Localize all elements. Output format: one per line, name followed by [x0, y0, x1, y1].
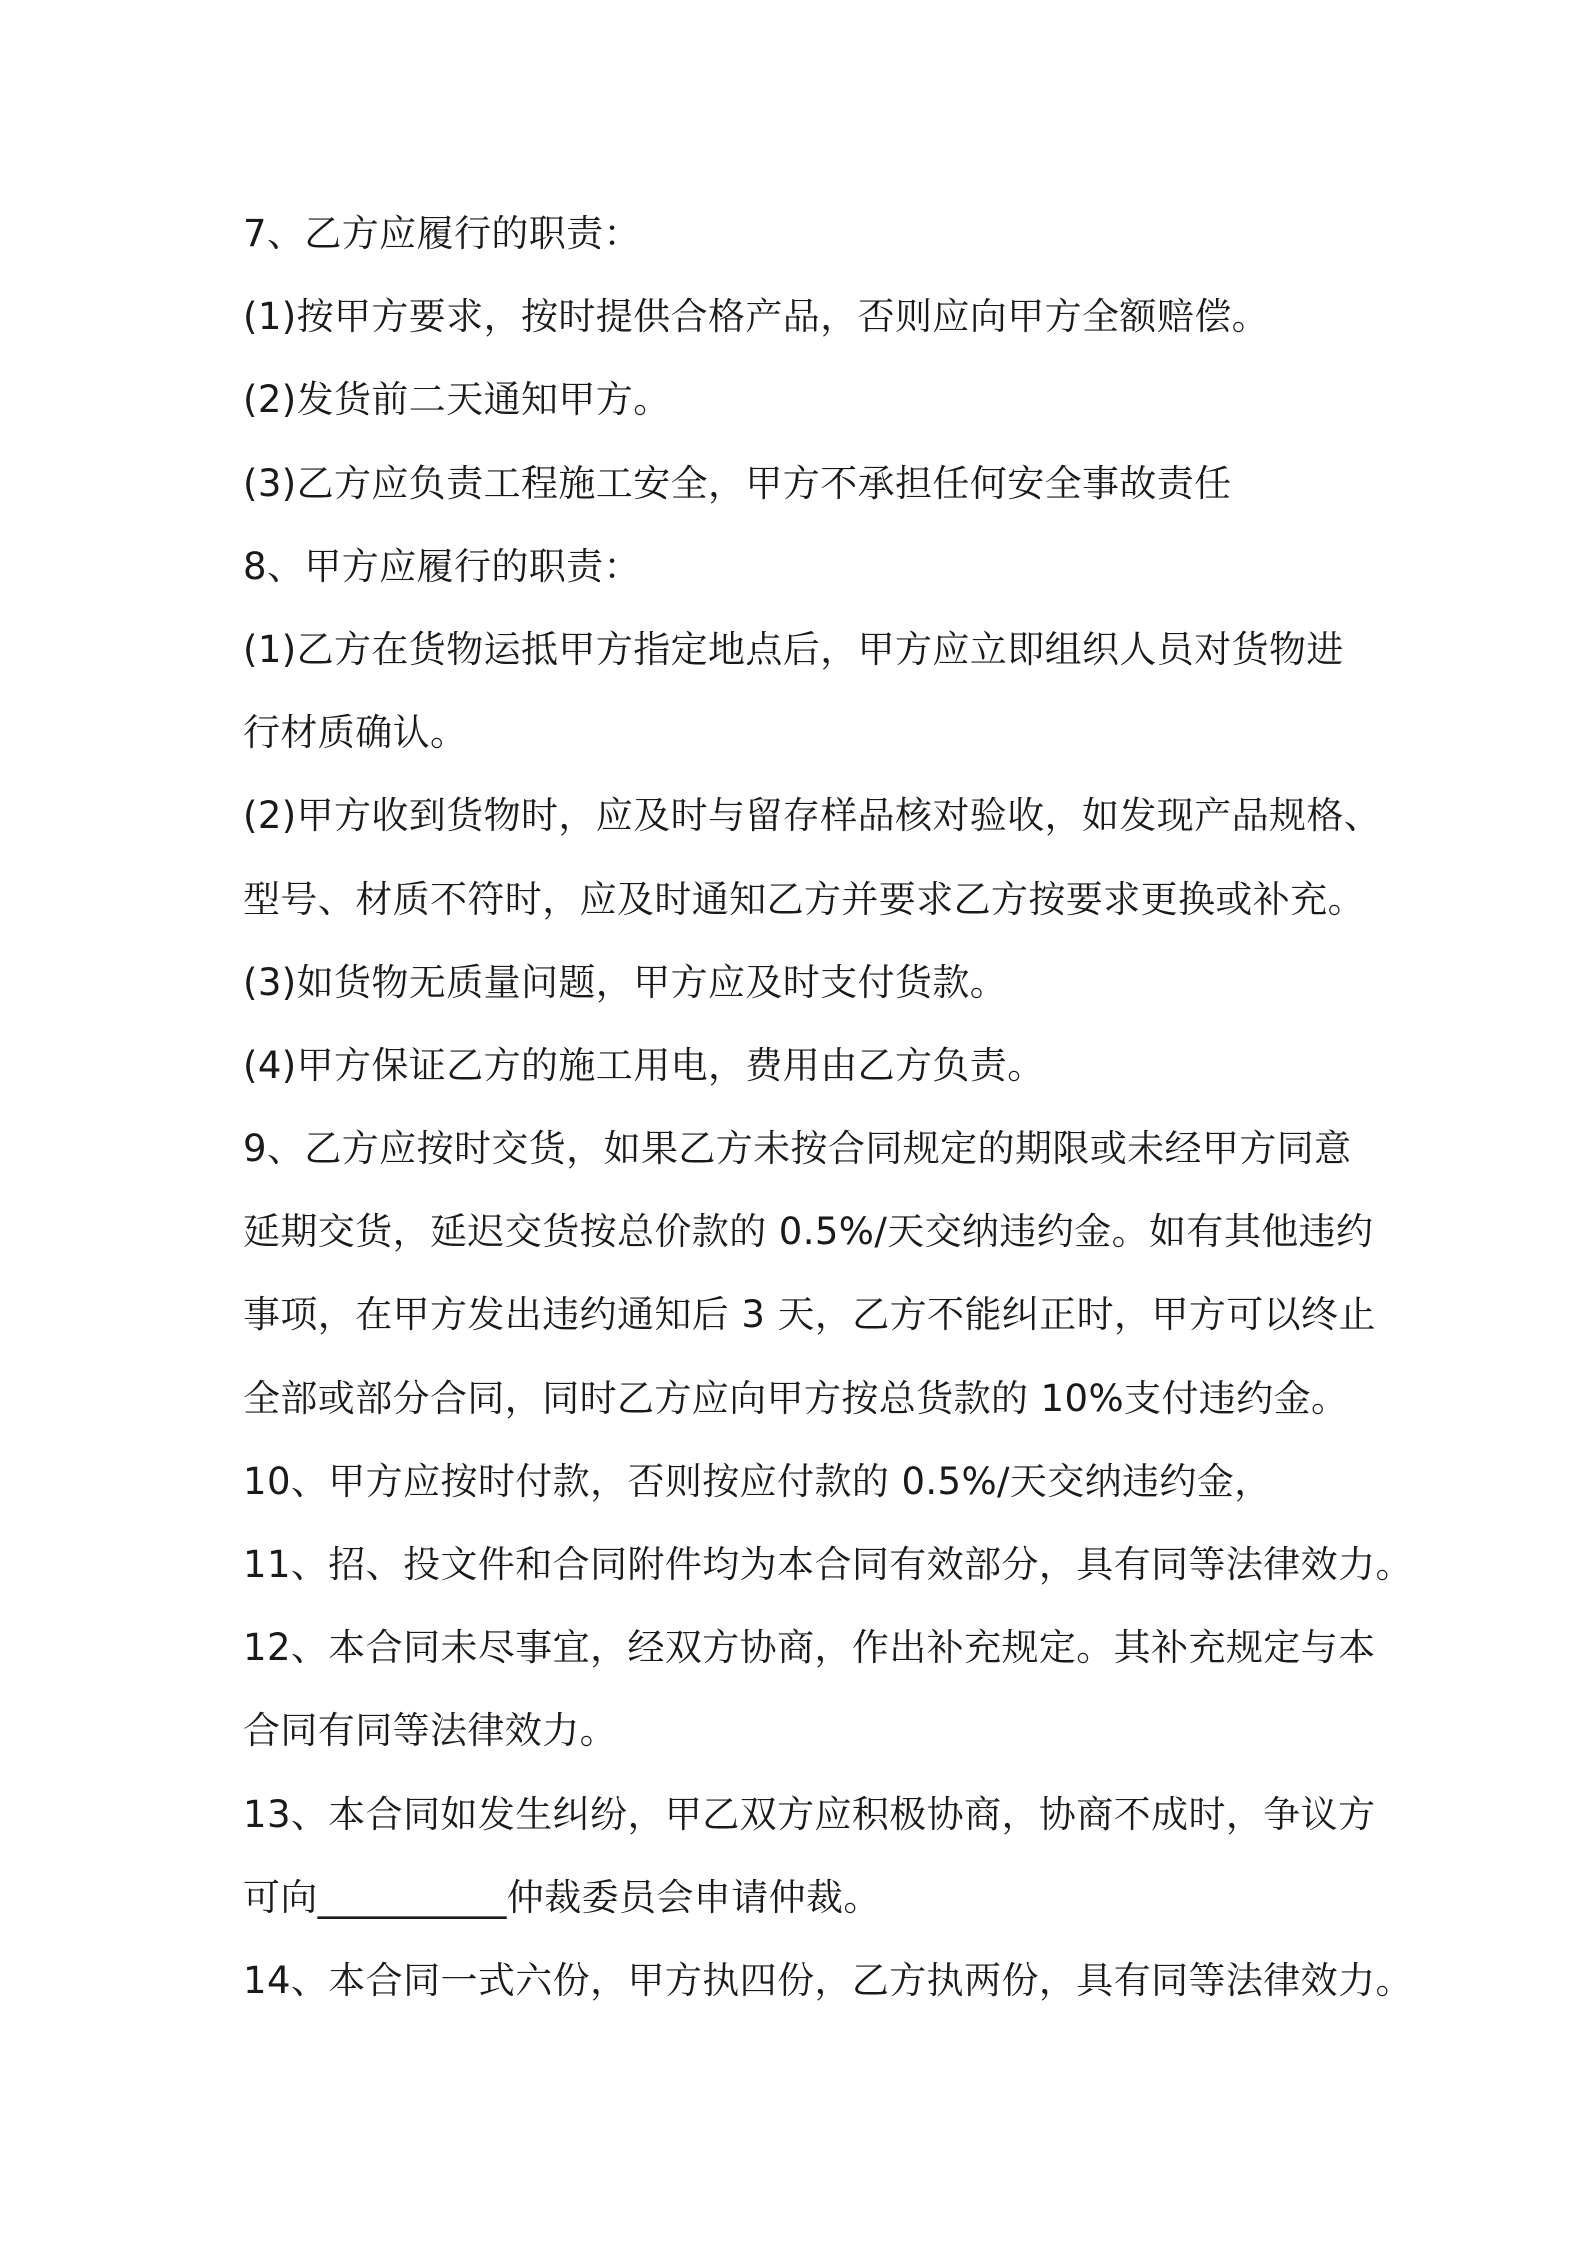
- contract-text: [243, 192, 1413, 2022]
- clause-9-line-1: 9、乙方应按时交货，如果乙方未按合同规定的期限或未经甲方同意: [243, 1127, 1352, 1171]
- clause-13-line-1: 13、本合同如发生纠纷，甲乙双方应积极协商，协商不成时，争议方: [243, 1792, 1376, 1836]
- clause-7-heading: 7、乙方应履行的职责：: [243, 212, 641, 255]
- clause-7-item-1: (1)按甲方要求，按时提供合格产品，否则应向甲方全额赔偿。: [243, 295, 1270, 339]
- clause-8-item-4: (4)甲方保证乙方的施工用电，费用由乙方负责。: [243, 1043, 1045, 1087]
- clause-8-item-3: (3)如货物无质量问题，甲方应及时支付货款。: [243, 960, 1008, 1004]
- clause-8-item-2-line-1: (2)甲方收到货物时，应及时与留存样品核对验收，如发现产品规格、: [243, 794, 1382, 838]
- clause-7-item-3: (3)乙方应负责工程施工安全，甲方不承担任何安全事故责任: [243, 461, 1232, 505]
- clause-9-line-3: 事项，在甲方发出违约通知后 3 天，乙方不能纠正时，甲方可以终止: [243, 1293, 1376, 1337]
- clause-9-line-4: 全部或部分合同，同时乙方应向甲方按总货款的 10%支付违约金。: [243, 1376, 1349, 1420]
- clause-7-item-2: (2)发货前二天通知甲方。: [243, 378, 671, 422]
- clause-8-heading: 8、甲方应履行的职责：: [243, 544, 641, 588]
- clause-8-item-2-line-2: 型号、材质不符时，应及时通知乙方并要求乙方按要求更换或补充。: [243, 877, 1365, 921]
- clause-11: 11、招、投文件和合同附件均为本合同有效部分，具有同等法律效力。: [243, 1543, 1413, 1586]
- clause-9-line-2: 延期交货，延迟交货按总价款的 0.5%/天交纳违约金。如有其他违约: [243, 1210, 1374, 1254]
- clause-10: 10、甲方应按时付款，否则按应付款的 0.5%/天交纳违约金，: [243, 1459, 1272, 1503]
- clause-8-item-1-line-1: (1)乙方在货物运抵甲方指定地点后，甲方应立即组织人员对货物进: [243, 627, 1344, 671]
- clause-8-item-1-line-2: 行材质确认。: [243, 711, 468, 755]
- clause-12-line-1: 12、本合同未尽事宜，经双方协商，作出补充规定。其补充规定与本: [243, 1626, 1376, 1670]
- clause-13-line-2: 可向__________仲裁委员会申请仲裁。: [243, 1875, 881, 1919]
- clause-12-line-2: 合同有同等法律效力。: [243, 1709, 617, 1753]
- clause-14: 14、本合同一式六份，甲方执四份，乙方执两份，具有同等法律效力。: [243, 1958, 1413, 2002]
